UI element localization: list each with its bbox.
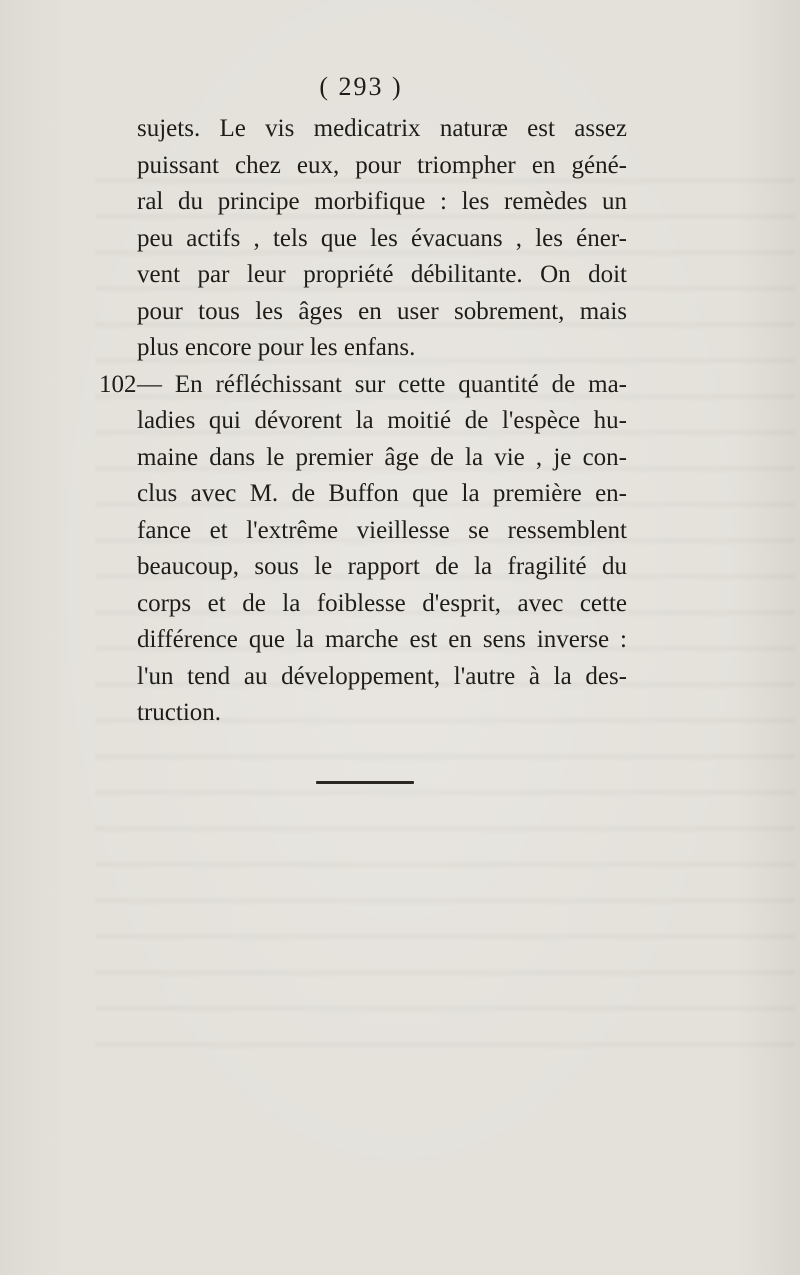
- text-line: puissant chez eux, pour triompher en géné-: [137, 151, 627, 179]
- section-divider: [316, 781, 414, 784]
- text-line: ral du principe morbifique : les remèdes un: [137, 188, 627, 215]
- page-number: ( 293 ): [319, 72, 403, 101]
- paragraph-number: 102: [99, 370, 137, 398]
- text-line: plus encore pour les enfans.: [137, 334, 416, 361]
- text-line: l'un tend au développement, l'autre à la des-: [137, 662, 627, 690]
- text-line: corps et de la foiblesse d'esprit, avec cette: [137, 589, 627, 617]
- text-line: sujets. Le vis medicatrix naturæ est assez: [137, 115, 627, 142]
- text-line: clus avec M. de Buffon que la première en-: [137, 480, 627, 507]
- text-line: vent par leur propriété débilitante. On doit: [137, 261, 627, 288]
- text-line: truction.: [137, 699, 222, 726]
- body-text: [99, 111, 627, 732]
- text-line: ladies qui dévorent la moitié de l'espèce hu-: [137, 407, 627, 434]
- text-line: maine dans le premier âge de la vie , je con-: [137, 443, 627, 471]
- paragraph-102: [99, 367, 627, 404]
- text-line: — En réfléchissant sur cette quantité de ma-: [137, 370, 627, 398]
- text-line: beaucoup, sous le rapport de la fragilité du: [137, 553, 627, 580]
- text-line: fance et l'extrême vieillesse se ressemblent: [137, 516, 627, 544]
- text-line: pour tous les âges en user sobrement, mais: [137, 297, 627, 325]
- text-line: différence que la marche est en sens inverse :: [137, 626, 627, 653]
- text-line: peu actifs , tels que les évacuans , les éner-: [137, 224, 627, 252]
